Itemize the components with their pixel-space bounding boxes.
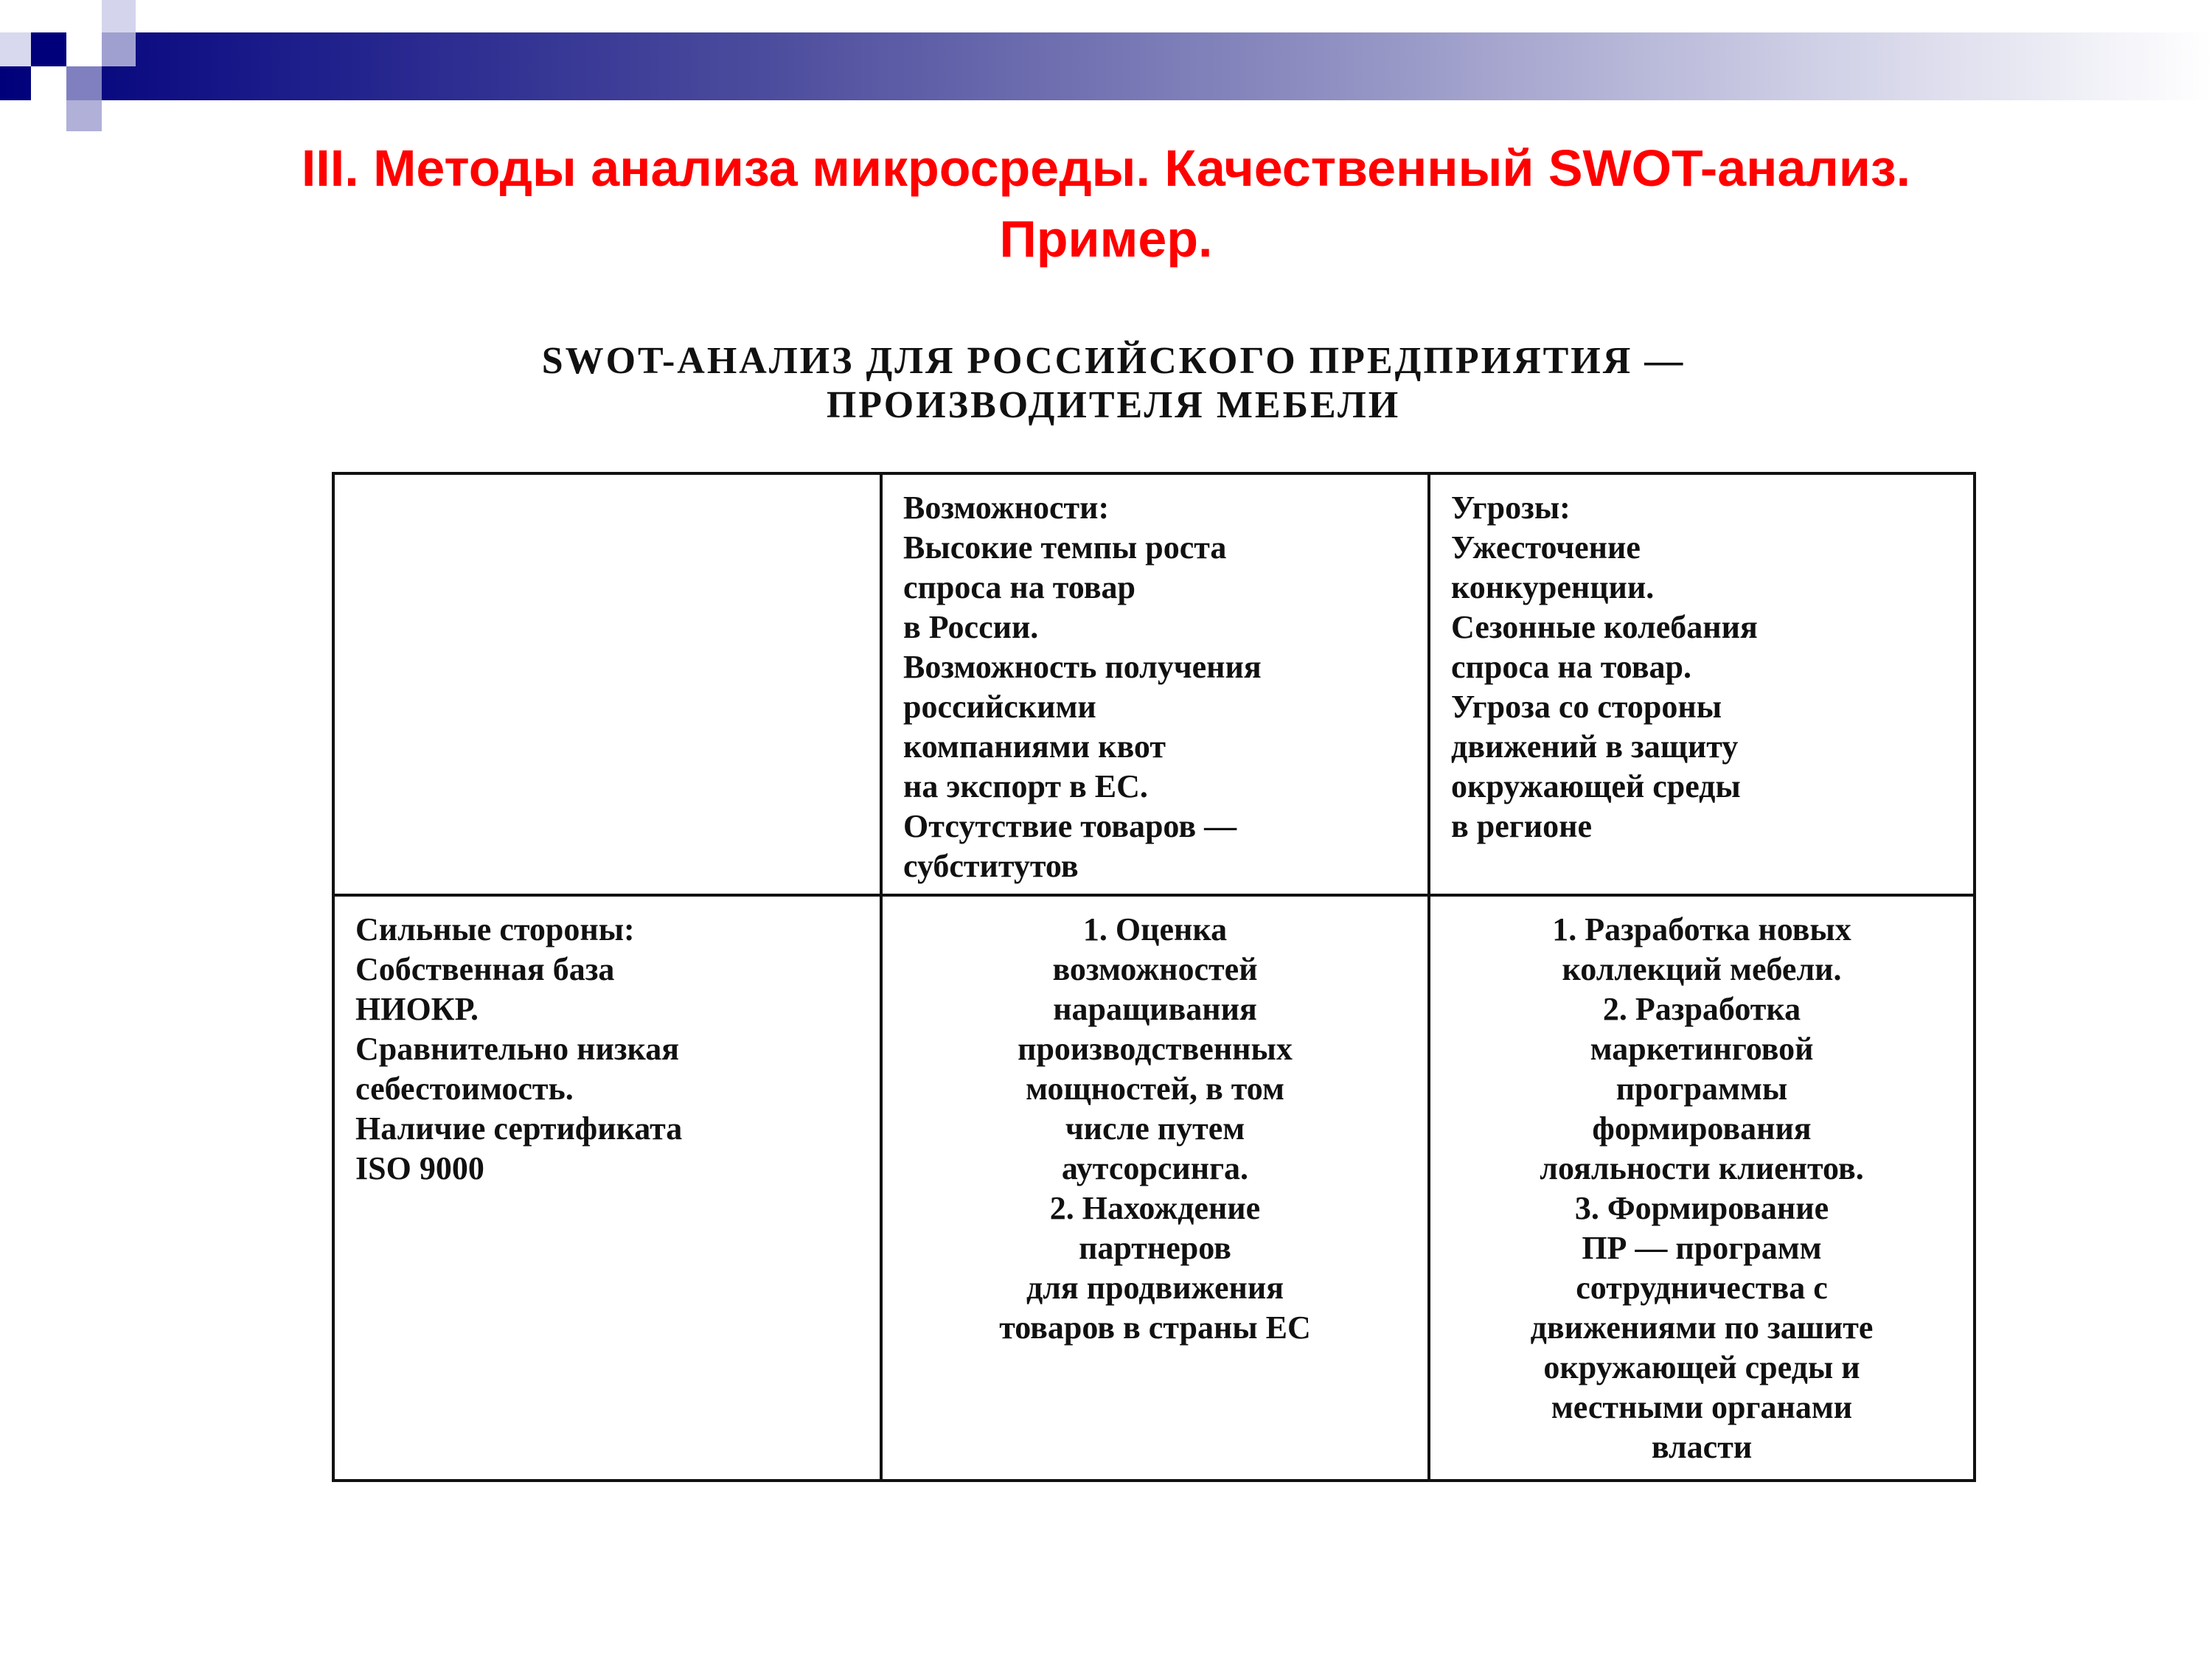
banner-square — [102, 32, 136, 66]
text-line: наращивания — [1053, 991, 1257, 1027]
text-line: Сравнительно низкая — [355, 1031, 680, 1067]
swot-strengths-threats-cell — [1430, 897, 1973, 1481]
text-line: в России. — [903, 609, 1039, 645]
text-line: маркетинговой — [1590, 1031, 1814, 1067]
text-line: российскими — [903, 689, 1096, 725]
banner-square — [66, 32, 102, 66]
text-line: компаниями квот — [903, 728, 1166, 765]
text-line: Собственная база — [355, 951, 615, 987]
text-line: движений в защиту — [1451, 728, 1739, 765]
text-line: товаров в страны ЕС — [999, 1310, 1311, 1346]
banner-square — [0, 0, 31, 32]
text-line: для продвижения — [1026, 1270, 1284, 1306]
text-line: формирования — [1592, 1110, 1812, 1147]
opportunities-lines — [903, 528, 1407, 886]
strengths-threats-lines — [1451, 910, 1952, 1467]
text-line: спроса на товар. — [1451, 649, 1691, 685]
text-line: 3. Формирование — [1574, 1190, 1829, 1226]
text-line: Наличие сертификата — [355, 1110, 683, 1147]
banner-square — [102, 0, 136, 32]
text-line: Отсутствие товаров — — [903, 808, 1237, 844]
text-line: производственных — [1018, 1031, 1293, 1067]
swot-opportunities-cell — [883, 475, 1430, 897]
text-line: конкуренции. — [1451, 569, 1655, 605]
banner-square — [31, 66, 66, 100]
text-line: Высокие темпы роста — [903, 529, 1227, 566]
text-line: Сезонные колебания — [1451, 609, 1758, 645]
text-line: местными органами — [1551, 1389, 1853, 1425]
banner-square — [0, 32, 31, 66]
swot-table — [332, 472, 1976, 1482]
threats-heading: Угрозы: — [1451, 490, 1571, 526]
text-line: 2. Разработка — [1602, 991, 1801, 1027]
opportunities-heading: Возможности: — [903, 490, 1110, 526]
text-line: сотрудничества с — [1576, 1270, 1828, 1306]
strengths-opportunities-lines — [903, 910, 1407, 1348]
document-title-line-1: SWOT-АНАЛИЗ ДЛЯ РОССИЙСКОГО ПРЕДПРИЯТИЯ — — [541, 340, 1686, 382]
text-line: числе путем — [1065, 1110, 1245, 1147]
swot-threats-cell — [1430, 475, 1973, 897]
slide-title-line-1: III. Методы анализа микросреды. Качественный SWOT-анализ. — [301, 139, 1911, 197]
swot-strengths-opportunities-cell — [883, 897, 1430, 1481]
strengths-lines — [355, 950, 859, 1189]
header-banner — [0, 32, 2212, 100]
text-line: программы — [1615, 1071, 1788, 1107]
text-line: коллекций мебели. — [1562, 951, 1842, 987]
swot-strengths-cell — [335, 897, 883, 1481]
text-line: мощностей, в том — [1026, 1071, 1284, 1107]
text-line: возможностей — [1052, 951, 1258, 987]
text-line: 1. Оценка — [1082, 911, 1228, 947]
text-line: субститутов — [903, 848, 1079, 884]
text-line: окружающей среды и — [1543, 1349, 1860, 1385]
banner-square — [66, 100, 102, 131]
document-title — [413, 339, 1814, 428]
banner-square — [31, 32, 66, 66]
slide-title — [111, 133, 2101, 274]
text-line: себестоимость. — [355, 1071, 574, 1107]
swot-empty-corner — [335, 475, 883, 897]
text-line: на экспорт в ЕС. — [903, 768, 1148, 804]
text-line: движениями по зашите — [1530, 1310, 1874, 1346]
text-line: Возможность получения — [903, 649, 1262, 685]
text-line: Угроза со стороны — [1451, 689, 1722, 725]
text-line: ПР — программ — [1582, 1230, 1822, 1266]
slide-title-line-2: Пример. — [999, 210, 1213, 268]
text-line: партнеров — [1079, 1230, 1231, 1266]
text-line: власти — [1651, 1429, 1753, 1465]
text-line: 1. Разработка новых — [1552, 911, 1851, 947]
text-line: спроса на товар — [903, 569, 1135, 605]
text-line: Ужесточение — [1451, 529, 1641, 566]
document-title-line-2: ПРОИЗВОДИТЕЛЯ МЕБЕЛИ — [826, 384, 1401, 426]
text-line: окружающей среды — [1451, 768, 1741, 804]
text-line: ISO 9000 — [355, 1150, 484, 1186]
text-line: лояльности клиентов. — [1540, 1150, 1864, 1186]
text-line: в регионе — [1451, 808, 1592, 844]
text-line: аутсорсинга. — [1061, 1150, 1249, 1186]
threats-lines — [1451, 528, 1952, 846]
text-line: НИОКР. — [355, 991, 479, 1027]
text-line: 2. Нахождение — [1049, 1190, 1261, 1226]
strengths-heading: Сильные стороны: — [355, 911, 635, 947]
banner-square — [66, 66, 102, 100]
